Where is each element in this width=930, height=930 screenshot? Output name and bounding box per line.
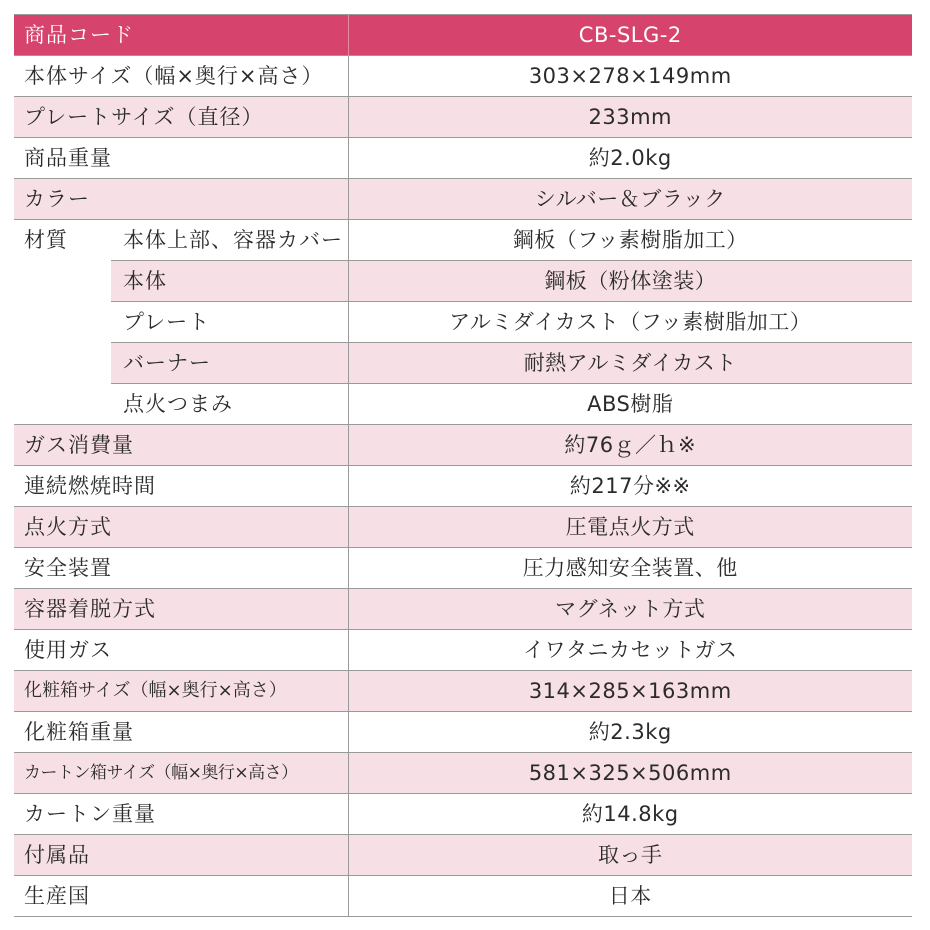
material-row bbox=[14, 220, 912, 261]
spec-value: 約2.0kg bbox=[348, 138, 912, 179]
spec-row bbox=[14, 589, 912, 630]
spec-row bbox=[14, 56, 912, 97]
spec-label: 付属品 bbox=[14, 835, 348, 876]
spec-label: ガス消費量 bbox=[14, 425, 348, 466]
spec-label: 使用ガス bbox=[14, 630, 348, 671]
spec-label: 本体サイズ（幅×奥行×高さ） bbox=[14, 56, 348, 97]
spec-value: 約14.8kg bbox=[348, 794, 912, 835]
spec-value: 日本 bbox=[348, 876, 912, 917]
material-item-value: 鋼板（粉体塗装） bbox=[348, 261, 912, 302]
spec-label: カートン箱サイズ（幅×奥行×高さ） bbox=[14, 753, 348, 794]
spec-row bbox=[14, 425, 912, 466]
material-row bbox=[14, 343, 912, 384]
material-item-label: 本体 bbox=[111, 261, 348, 302]
product-code-label: 商品コード bbox=[14, 15, 348, 56]
spec-row bbox=[14, 466, 912, 507]
header-row bbox=[14, 15, 912, 56]
spec-value: 581×325×506mm bbox=[348, 753, 912, 794]
product-code-value: CB-SLG-2 bbox=[348, 15, 912, 56]
spec-row bbox=[14, 97, 912, 138]
spec-value: イワタニカセットガス bbox=[348, 630, 912, 671]
spec-label: 容器着脱方式 bbox=[14, 589, 348, 630]
spec-value: 303×278×149mm bbox=[348, 56, 912, 97]
spec-label: プレートサイズ（直径） bbox=[14, 97, 348, 138]
spec-label: 化粧箱サイズ（幅×奥行×高さ） bbox=[14, 671, 348, 712]
material-item-value: 鋼板（フッ素樹脂加工） bbox=[348, 220, 912, 261]
spec-label: 連続燃焼時間 bbox=[14, 466, 348, 507]
material-group-label: 材質 bbox=[14, 220, 111, 425]
spec-row bbox=[14, 671, 912, 712]
spec-label: カラー bbox=[14, 179, 348, 220]
spec-row bbox=[14, 630, 912, 671]
spec-label: カートン重量 bbox=[14, 794, 348, 835]
spec-label: 点火方式 bbox=[14, 507, 348, 548]
spec-row bbox=[14, 835, 912, 876]
spec-table bbox=[14, 14, 912, 917]
spec-value: 314×285×163mm bbox=[348, 671, 912, 712]
material-item-label: 点火つまみ bbox=[111, 384, 348, 425]
material-row bbox=[14, 302, 912, 343]
spec-value: 圧力感知安全装置、他 bbox=[348, 548, 912, 589]
spec-value: 圧電点火方式 bbox=[348, 507, 912, 548]
spec-value: 233mm bbox=[348, 97, 912, 138]
spec-value: 約76ｇ／ｈ※ bbox=[348, 425, 912, 466]
spec-value: 約217分※※ bbox=[348, 466, 912, 507]
material-item-label: プレート bbox=[111, 302, 348, 343]
material-item-value: ABS樹脂 bbox=[348, 384, 912, 425]
spec-row bbox=[14, 876, 912, 917]
spec-row bbox=[14, 548, 912, 589]
spec-row bbox=[14, 712, 912, 753]
spec-label: 化粧箱重量 bbox=[14, 712, 348, 753]
spec-value: シルバー＆ブラック bbox=[348, 179, 912, 220]
spec-label: 生産国 bbox=[14, 876, 348, 917]
spec-row bbox=[14, 138, 912, 179]
spec-value: マグネット方式 bbox=[348, 589, 912, 630]
spec-value: 取っ手 bbox=[348, 835, 912, 876]
spec-row bbox=[14, 753, 912, 794]
material-item-value: 耐熱アルミダイカスト bbox=[348, 343, 912, 384]
spec-row bbox=[14, 507, 912, 548]
material-item-label: 本体上部、容器カバー bbox=[111, 220, 348, 261]
material-item-label: バーナー bbox=[111, 343, 348, 384]
spec-row bbox=[14, 179, 912, 220]
material-row bbox=[14, 384, 912, 425]
spec-row bbox=[14, 794, 912, 835]
spec-label: 商品重量 bbox=[14, 138, 348, 179]
material-row bbox=[14, 261, 912, 302]
spec-value: 約2.3kg bbox=[348, 712, 912, 753]
material-item-value: アルミダイカスト（フッ素樹脂加工） bbox=[348, 302, 912, 343]
spec-label: 安全装置 bbox=[14, 548, 348, 589]
